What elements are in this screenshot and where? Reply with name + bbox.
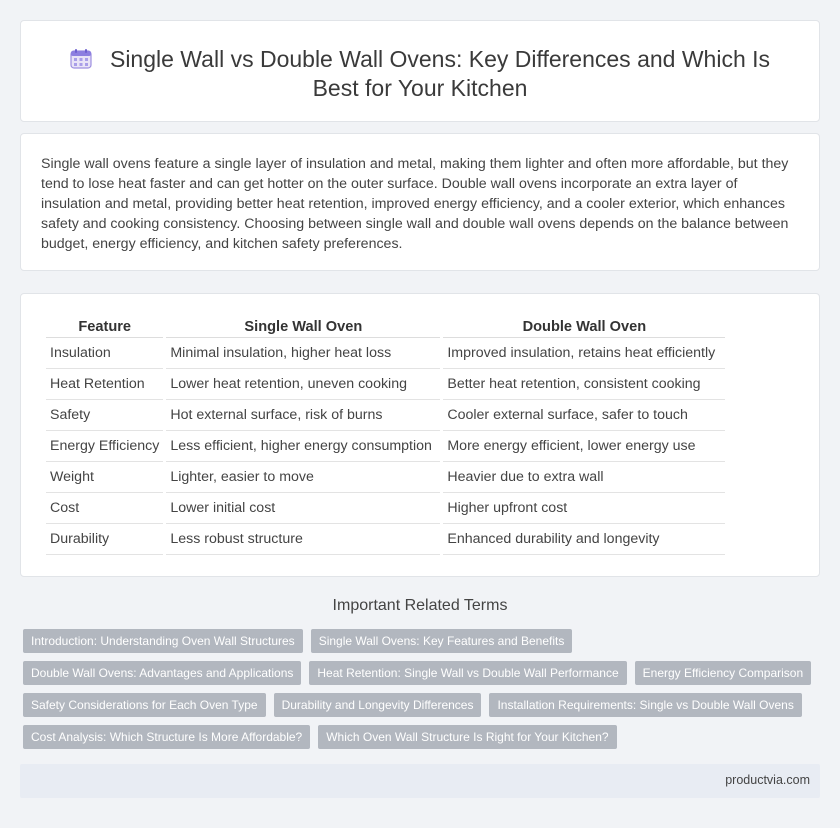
cell-feature: Weight — [46, 462, 163, 493]
calendar-icon — [70, 49, 92, 69]
related-terms-title: Important Related Terms — [332, 597, 508, 614]
table-row — [46, 400, 725, 431]
cell-feature: Heat Retention — [46, 369, 163, 400]
cell-single: Hot external surface, risk of burns — [166, 400, 440, 431]
comparison-table — [43, 316, 728, 555]
cell-single: Minimal insulation, higher heat loss — [166, 338, 440, 369]
cell-feature: Insulation — [46, 338, 163, 369]
cell-single: Lighter, easier to move — [166, 462, 440, 493]
title-card — [20, 20, 820, 122]
cell-double: Better heat retention, consistent cooking — [443, 369, 725, 400]
tag-link[interactable]: Single Wall Ovens: Key Features and Benefits — [311, 629, 573, 653]
tag-link[interactable]: Safety Considerations for Each Oven Type — [23, 693, 266, 717]
table-header-row — [46, 316, 725, 338]
cell-feature: Safety — [46, 400, 163, 431]
table-row — [46, 431, 725, 462]
page-title-text: Single Wall vs Double Wall Ovens: Key Differences and Which Is Best for Your Kitchen — [109, 46, 771, 101]
tag-link[interactable]: Energy Efficiency Comparison — [635, 661, 812, 685]
tag-link[interactable]: Cost Analysis: Which Structure Is More Affordable? — [23, 725, 310, 749]
tag-link[interactable]: Heat Retention: Single Wall vs Double Wall Performance — [309, 661, 626, 685]
table-row — [46, 338, 725, 369]
header-single-wall: Single Wall Oven — [166, 316, 440, 338]
cell-double: Enhanced durability and longevity — [443, 524, 725, 555]
tag-link[interactable]: Which Oven Wall Structure Is Right for Your Kitchen? — [318, 725, 616, 749]
tag-link[interactable]: Double Wall Ovens: Advantages and Applications — [23, 661, 301, 685]
cell-double: Improved insulation, retains heat efficiently — [443, 338, 725, 369]
footer — [20, 764, 820, 798]
intro-paragraph: Single wall ovens feature a single layer of insulation and metal, making them lighter and often more affordable, but they tend to lose heat faster and can get hotter on the outer surface. Double wall ovens incorporate an extra layer of insulation and metal, providing better heat retention, improved energy efficiency, and a cooler exterior, which enhances safety and cooking consistency. Choosing between single wall and double wall ovens depends on the balance between budget, energy efficiency, and kitchen safety preferences. — [41, 156, 789, 252]
table-row — [46, 462, 725, 493]
site-name: productvia.com — [725, 773, 810, 787]
tag-link[interactable]: Installation Requirements: Single vs Double Wall Ovens — [489, 693, 801, 717]
table-row — [46, 493, 725, 524]
cell-double: Cooler external surface, safer to touch — [443, 400, 725, 431]
page-title — [61, 45, 779, 103]
cell-single: Less robust structure — [166, 524, 440, 555]
cell-double: Higher upfront cost — [443, 493, 725, 524]
table-row — [46, 369, 725, 400]
cell-feature: Energy Efficiency — [46, 431, 163, 462]
tag-link[interactable]: Introduction: Understanding Oven Wall Structures — [23, 629, 303, 653]
tag-link[interactable]: Durability and Longevity Differences — [274, 693, 482, 717]
cell-single: Lower heat retention, uneven cooking — [166, 369, 440, 400]
cell-single: Less efficient, higher energy consumption — [166, 431, 440, 462]
cell-single: Lower initial cost — [166, 493, 440, 524]
header-double-wall: Double Wall Oven — [443, 316, 725, 338]
cell-double: Heavier due to extra wall — [443, 462, 725, 493]
related-tags — [20, 629, 820, 757]
header-feature: Feature — [46, 316, 163, 338]
cell-feature: Durability — [46, 524, 163, 555]
comparison-card — [20, 293, 820, 577]
table-row — [46, 524, 725, 555]
cell-feature: Cost — [46, 493, 163, 524]
intro-card — [20, 133, 820, 271]
cell-double: More energy efficient, lower energy use — [443, 431, 725, 462]
